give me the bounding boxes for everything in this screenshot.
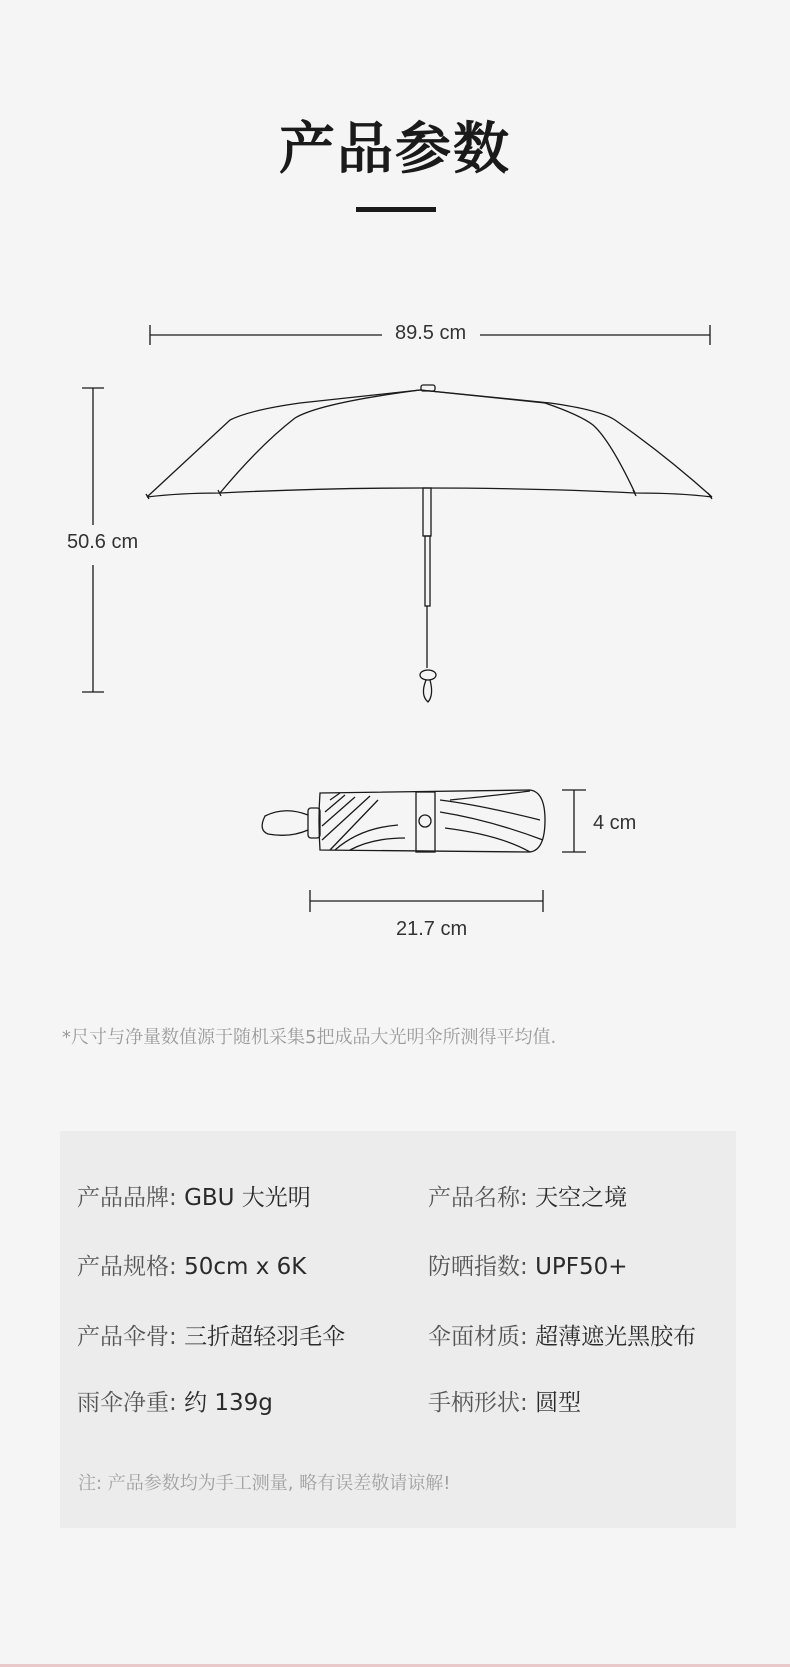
spec-label: 产品名称: — [428, 1185, 528, 1211]
folded-length-label: 21.7 cm — [396, 918, 468, 940]
spec-table — [60, 1131, 736, 1528]
spec-value: 天空之境 — [535, 1185, 628, 1211]
measurement-note: *尺寸与净量数值源于随机采集5把成品大光明伞所测得平均值. — [62, 1027, 557, 1048]
length-dimension-line — [310, 890, 543, 912]
spec-value: GBU 大光明 — [184, 1185, 311, 1211]
spec-material — [428, 1318, 696, 1351]
spec-label: 雨伞净重: — [77, 1390, 177, 1416]
folded-diameter-label: 4 cm — [593, 812, 637, 834]
spec-weight — [77, 1384, 273, 1417]
spec-value: 超薄遮光黑胶布 — [535, 1324, 697, 1350]
spec-name — [428, 1179, 627, 1212]
spec-label: 产品规格: — [77, 1254, 177, 1280]
open-width-label: 89.5 cm — [395, 322, 467, 344]
spec-label: 伞面材质: — [428, 1324, 528, 1350]
spec-size — [77, 1248, 306, 1281]
page-title: 产品参数 — [279, 117, 511, 182]
spec-label: 产品品牌: — [77, 1185, 177, 1211]
spec-label: 手柄形状: — [428, 1390, 528, 1416]
diameter-dimension-line — [562, 790, 586, 852]
spec-value: 50cm x 6K — [184, 1254, 307, 1280]
spec-value: 圆型 — [535, 1390, 582, 1416]
spec-handle — [428, 1384, 581, 1417]
spec-upf — [428, 1248, 628, 1281]
spec-value: 三折超轻羽毛伞 — [184, 1324, 346, 1350]
spec-label: 防晒指数: — [428, 1254, 528, 1280]
spec-frame — [77, 1318, 345, 1351]
open-height-label: 50.6 cm — [67, 531, 139, 553]
spec-value: UPF50+ — [535, 1254, 628, 1280]
spec-label: 产品伞骨: — [77, 1324, 177, 1350]
spec-brand — [77, 1179, 311, 1212]
spec-value: 约 139g — [184, 1390, 273, 1416]
folded-umbrella-icon — [262, 790, 545, 852]
spec-disclaimer: 注: 产品参数均为手工测量, 略有误差敬请谅解! — [78, 1473, 451, 1494]
open-umbrella-icon — [146, 385, 712, 702]
